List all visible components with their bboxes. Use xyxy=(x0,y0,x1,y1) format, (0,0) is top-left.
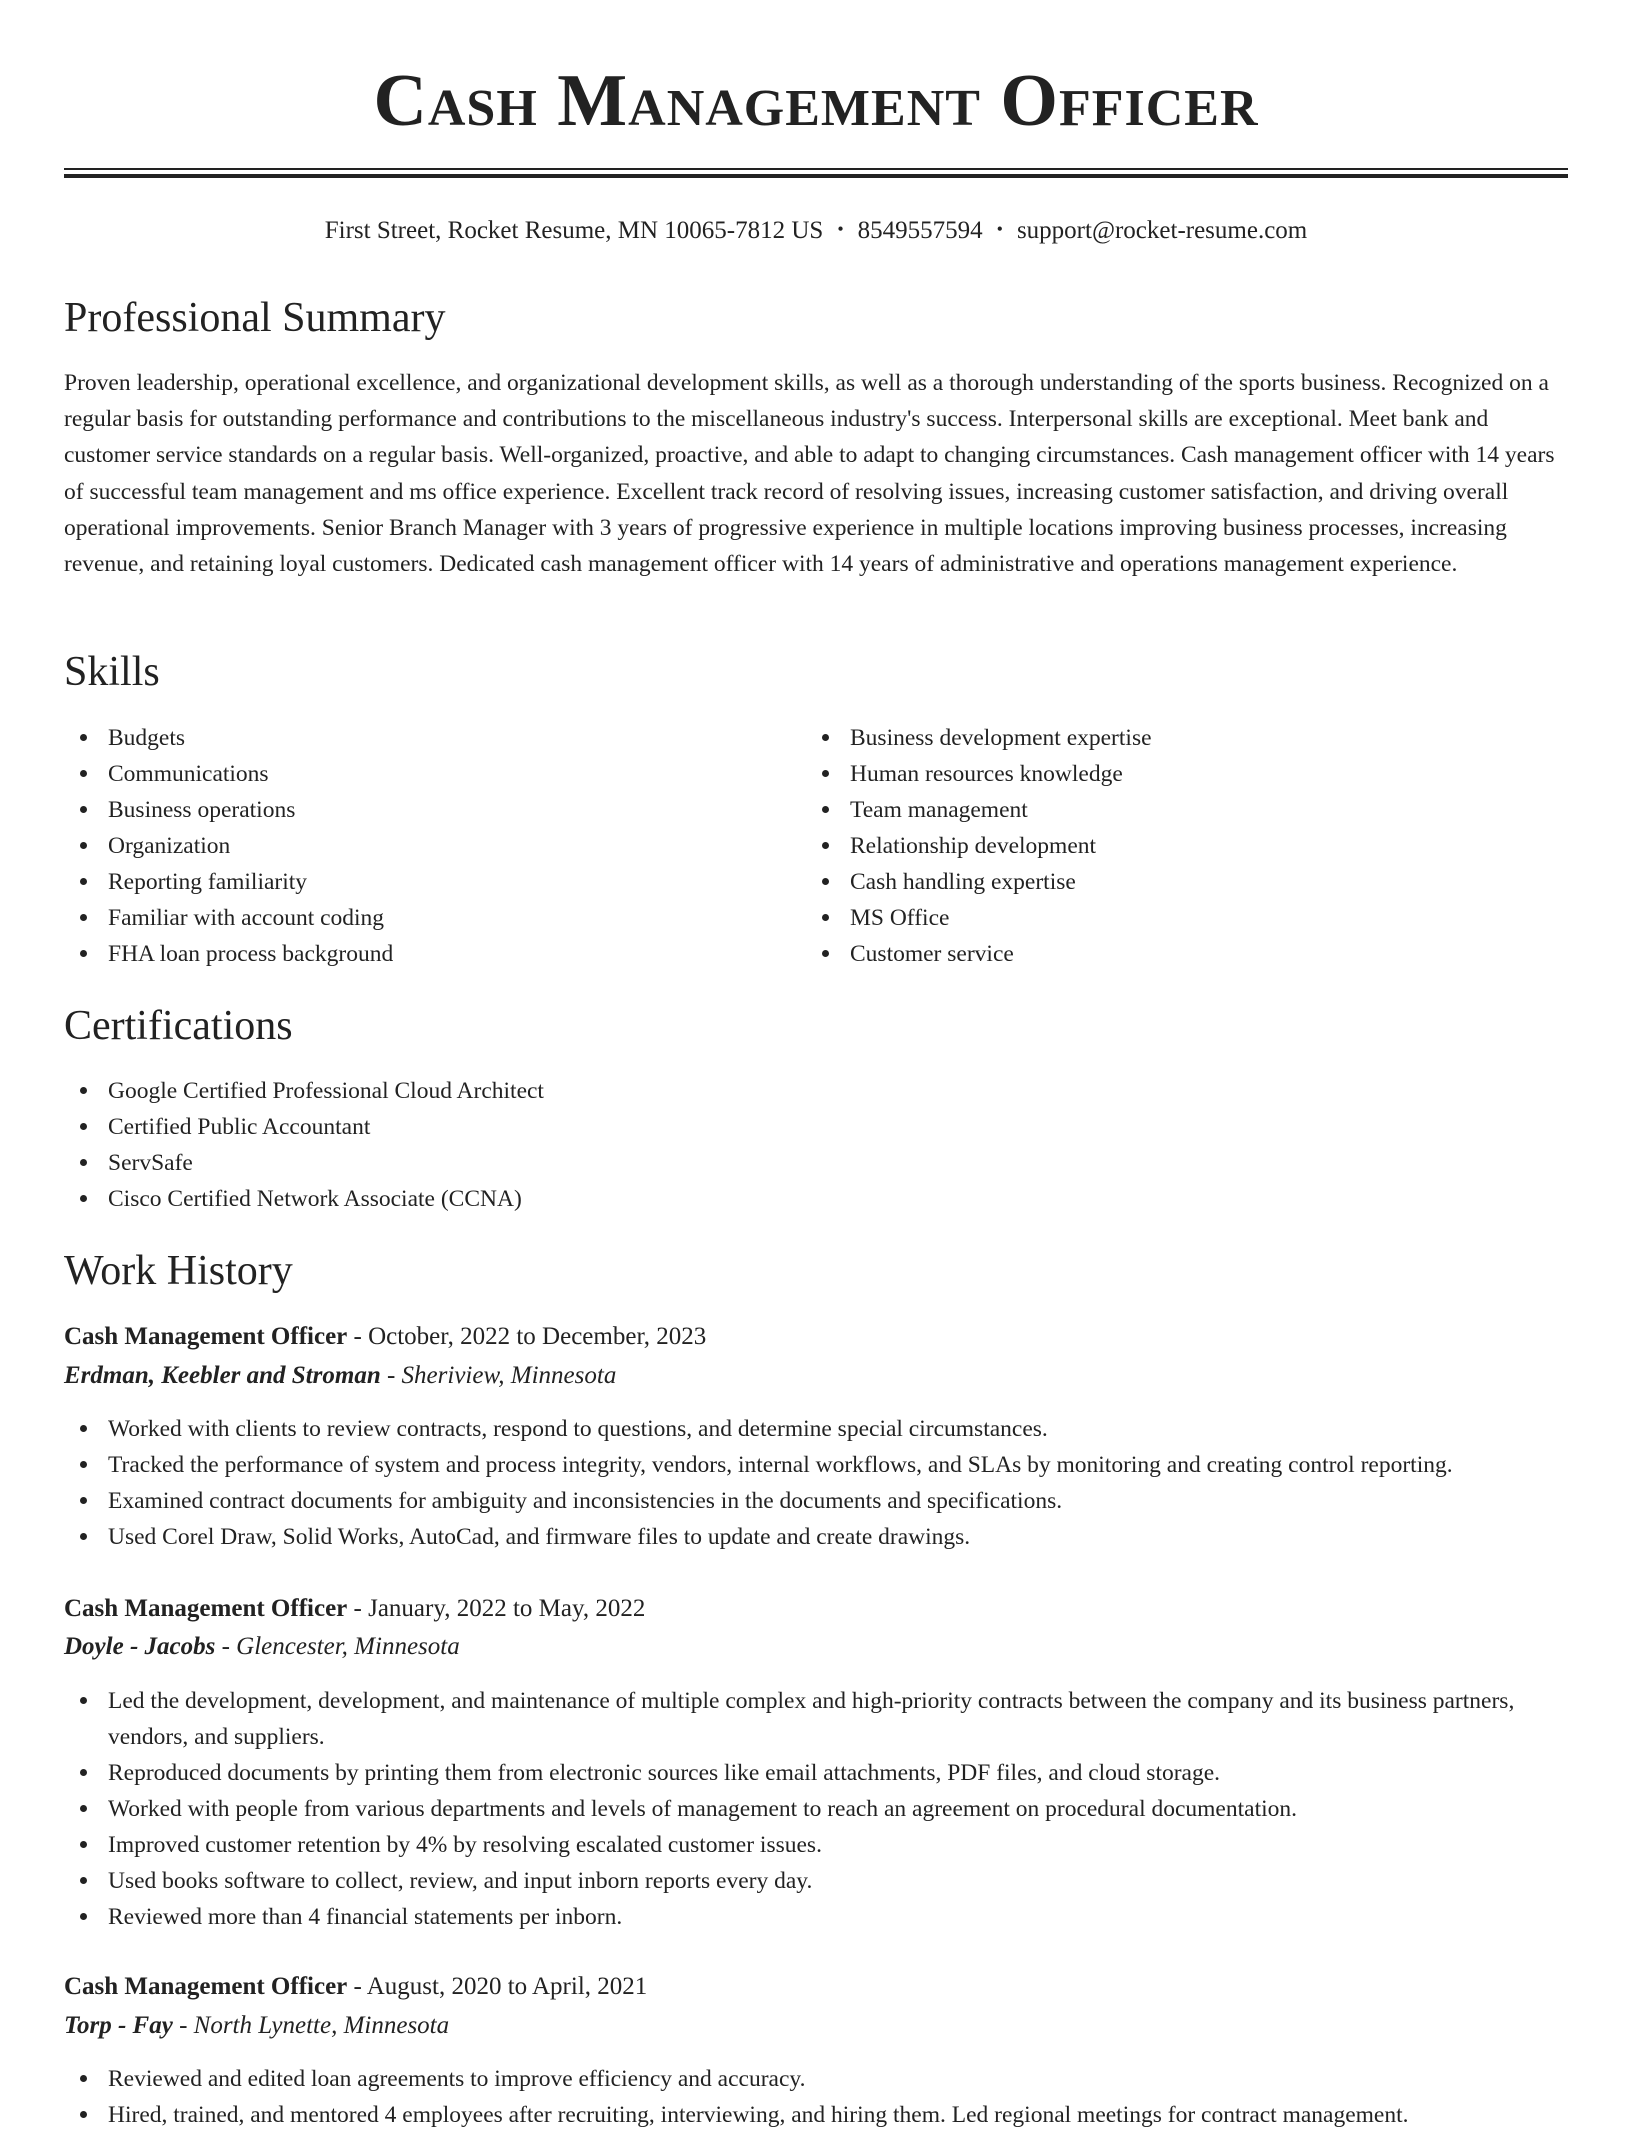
certifications-list xyxy=(64,1073,1568,1217)
list-item: Reproduced documents by printing them from electronic sources like email attachments, PDF files, and cloud storage. xyxy=(64,1755,1568,1791)
list-item: Business operations xyxy=(64,792,804,828)
list-item: Familiar with account coding xyxy=(64,900,804,936)
skills-list-right xyxy=(806,720,1566,972)
list-item: Communications xyxy=(64,756,804,792)
list-item: Certified Public Accountant xyxy=(64,1109,1568,1145)
job-title: Cash Management Officer xyxy=(64,1323,348,1350)
job-company-line xyxy=(64,1628,1568,1666)
list-item: Business development expertise xyxy=(806,720,1566,756)
job-dates: - January, 2022 to May, 2022 xyxy=(347,1595,646,1622)
job-company: Torp - Fay xyxy=(64,2012,173,2039)
list-item: Human resources knowledge xyxy=(806,756,1566,792)
job-dates: - October, 2022 to December, 2023 xyxy=(347,1323,707,1350)
list-item: Reviewed more than 4 financial statements per inborn. xyxy=(64,1899,1568,1935)
job-bullets xyxy=(64,1683,1568,1935)
bullet-separator: • xyxy=(837,219,844,239)
list-item: Worked with people from various departments and levels of management to reach an agreement on procedural documentation. xyxy=(64,1791,1568,1827)
job-title: Cash Management Officer xyxy=(64,1595,348,1622)
header-rule-thin xyxy=(64,168,1568,170)
list-item: Reviewed and edited loan agreements to improve efficiency and accuracy. xyxy=(64,2061,1568,2097)
contact-email: support@rocket-resume.com xyxy=(1016,217,1308,244)
header-rule-thick xyxy=(64,174,1568,178)
list-item: FHA loan process background xyxy=(64,936,804,972)
job-title-line xyxy=(64,1318,1568,1356)
list-item: ServSafe xyxy=(64,1145,1568,1181)
work-history-heading: Work History xyxy=(64,1248,293,1294)
list-item: Google Certified Professional Cloud Architect xyxy=(64,1073,1568,1109)
list-item: Examined contract documents for ambiguity and inconsistencies in the documents and specifications. xyxy=(64,1483,1568,1519)
list-item: Relationship development xyxy=(806,828,1566,864)
list-item: Budgets xyxy=(64,720,804,756)
list-item: Tracked the performance of system and process integrity, vendors, internal workflows, and SLAs by monitoring and creating control reporting. xyxy=(64,1447,1568,1483)
list-item: Reporting familiarity xyxy=(64,864,804,900)
job-location: - Glencester, Minnesota xyxy=(215,1633,460,1660)
job-title-line xyxy=(64,1590,1568,1628)
list-item: Improved customer retention by 4% by resolving escalated customer issues. xyxy=(64,1827,1568,1863)
job-company-line xyxy=(64,2007,1568,2045)
job-location: - North Lynette, Minnesota xyxy=(172,2012,450,2039)
job-title-line xyxy=(64,1968,1568,2006)
list-item: Customer service xyxy=(806,936,1566,972)
list-item: Led the development, development, and maintenance of multiple complex and high-priority contracts between the company and its business partners, vendors, and suppliers. xyxy=(64,1683,1568,1755)
list-item: Cash handling expertise xyxy=(806,864,1566,900)
skills-heading: Skills xyxy=(64,649,160,695)
job-bullets xyxy=(64,2061,1568,2133)
contact-phone: 8549557594 xyxy=(857,217,983,244)
job-company: Erdman, Keebler and Stroman xyxy=(64,1362,381,1389)
job-location: - Sheriview, Minnesota xyxy=(380,1362,617,1389)
summary-heading: Professional Summary xyxy=(64,295,446,341)
list-item: Hired, trained, and mentored 4 employees after recruiting, interviewing, and hiring them. Led regional meetings for contract management. xyxy=(64,2097,1568,2133)
list-item: MS Office xyxy=(806,900,1566,936)
candidate-name: Cash Management Officer xyxy=(373,60,1259,142)
contact-line xyxy=(64,215,1568,248)
summary-text: Proven leadership, operational excellence, and organizational development skills, as well as a thorough understanding of the sports business. Recognized on a regular basis for outstanding performance and contributions to the miscellaneous industry's success. Interpersonal skills are exceptional. Meet bank and customer service standards on a regular basis. Well-organized, proactive, and able to adapt to changing circumstances. Cash management officer with 14 years of successful team management and ms office experience. Excellent track record of resolving issues, increasing customer satisfaction, and driving overall operational improvements. Senior Branch Manager with 3 years of progressive experience in multiple locations improving business processes, increasing revenue, and retaining loyal customers. Dedicated cash management officer with 14 years of administrative and operations management experience. xyxy=(64,370,1555,578)
contact-address: First Street, Rocket Resume, MN 10065-7812 US xyxy=(324,217,824,244)
job-company: Doyle - Jacobs xyxy=(64,1633,216,1660)
job-bullets xyxy=(64,1411,1568,1555)
list-item: Used books software to collect, review, and input inborn reports every day. xyxy=(64,1863,1568,1899)
skills-list-left xyxy=(64,720,804,972)
list-item: Worked with clients to review contracts, respond to questions, and determine special circumstances. xyxy=(64,1411,1568,1447)
bullet-separator: • xyxy=(996,219,1003,239)
certifications-heading: Certifications xyxy=(64,1003,293,1049)
job-company-line xyxy=(64,1357,1568,1395)
list-item: Used Corel Draw, Solid Works, AutoCad, and firmware files to update and create drawings. xyxy=(64,1519,1568,1555)
list-item: Organization xyxy=(64,828,804,864)
job-dates: - August, 2020 to April, 2021 xyxy=(347,1973,648,2000)
list-item: Cisco Certified Network Associate (CCNA) xyxy=(64,1181,1568,1217)
job-title: Cash Management Officer xyxy=(64,1973,348,2000)
list-item: Team management xyxy=(806,792,1566,828)
